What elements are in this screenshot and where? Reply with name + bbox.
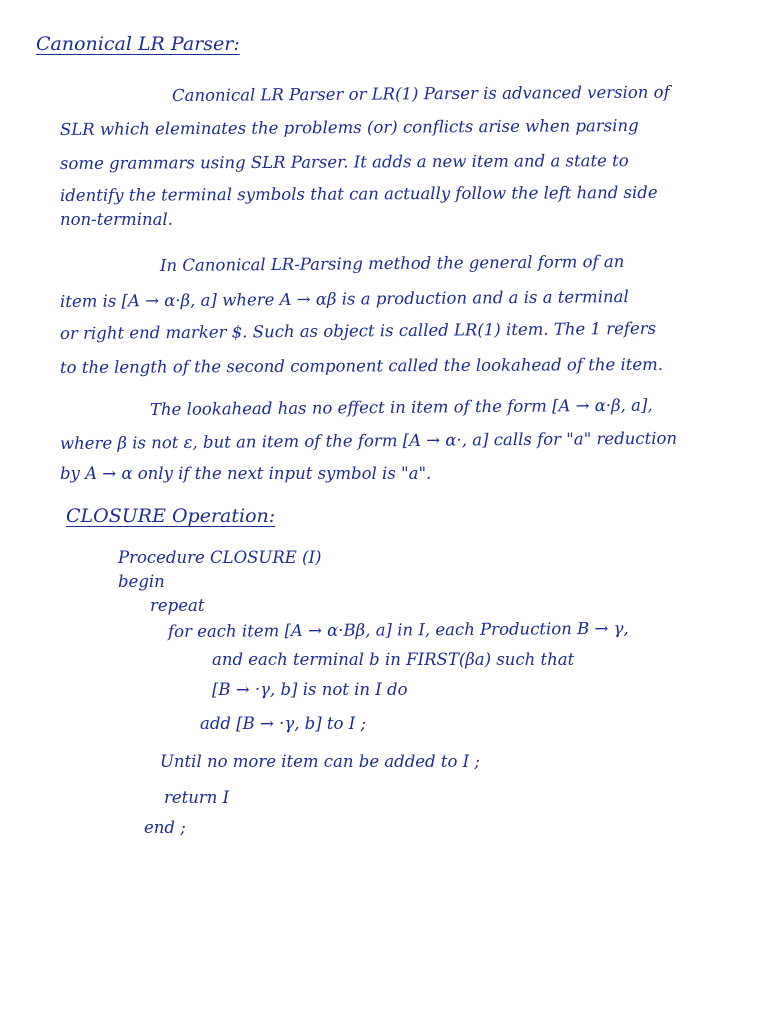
- procedure-until: Until no more item can be added to I ;: [160, 752, 480, 771]
- procedure-end: end ;: [144, 818, 186, 837]
- para2-line4: to the length of the second component called the lookahead of the item.: [59, 354, 664, 377]
- para3-line1: The lookahead has no effect in item of the form [A → α·β, a],: [149, 395, 653, 419]
- procedure-begin: begin: [118, 572, 165, 591]
- procedure-add: add [B → ·γ, b] to I ;: [200, 714, 367, 733]
- para3-line2: where β is not ε, but an item of the form [A → α·, a] calls for "a" reduction: [59, 428, 678, 453]
- procedure-return: return I: [164, 788, 230, 807]
- procedure-header: Procedure CLOSURE (I): [118, 548, 322, 567]
- procedure-terminal: and each terminal b in FIRST(βa) such that: [212, 650, 575, 669]
- para1-line4: identify the terminal symbols that can actually follow the left hand side: [59, 182, 658, 205]
- closure-heading: CLOSURE Operation:: [66, 505, 276, 527]
- para2-line3: or right end marker $. Such as object is called LR(1) item. The 1 refers: [59, 318, 657, 343]
- para1-line1: Canonical LR Parser or LR(1) Parser is advanced version of: [171, 82, 670, 105]
- para2-line1: In Canonical LR-Parsing method the general form of an: [159, 251, 625, 275]
- para3-line3: by A → α only if the next input symbol is "a".: [60, 464, 432, 483]
- para1-line5: non-terminal.: [60, 210, 173, 229]
- para1-line3: some grammars using SLR Parser. It adds a new item and a state to: [59, 151, 629, 173]
- procedure-for-each: for each item [A → α·Bβ, a] in I, each Production B → γ,: [167, 618, 629, 641]
- para2-line2: item is [A → α·β, a] where A → αβ is a production and a is a terminal: [59, 287, 629, 311]
- para1-line2: SLR which eleminates the problems (or) conflicts arise when parsing: [59, 115, 639, 139]
- procedure-repeat: repeat: [150, 596, 205, 615]
- page-title: Canonical LR Parser:: [36, 33, 240, 55]
- procedure-condition: [B → ·γ, b] is not in I do: [212, 680, 408, 699]
